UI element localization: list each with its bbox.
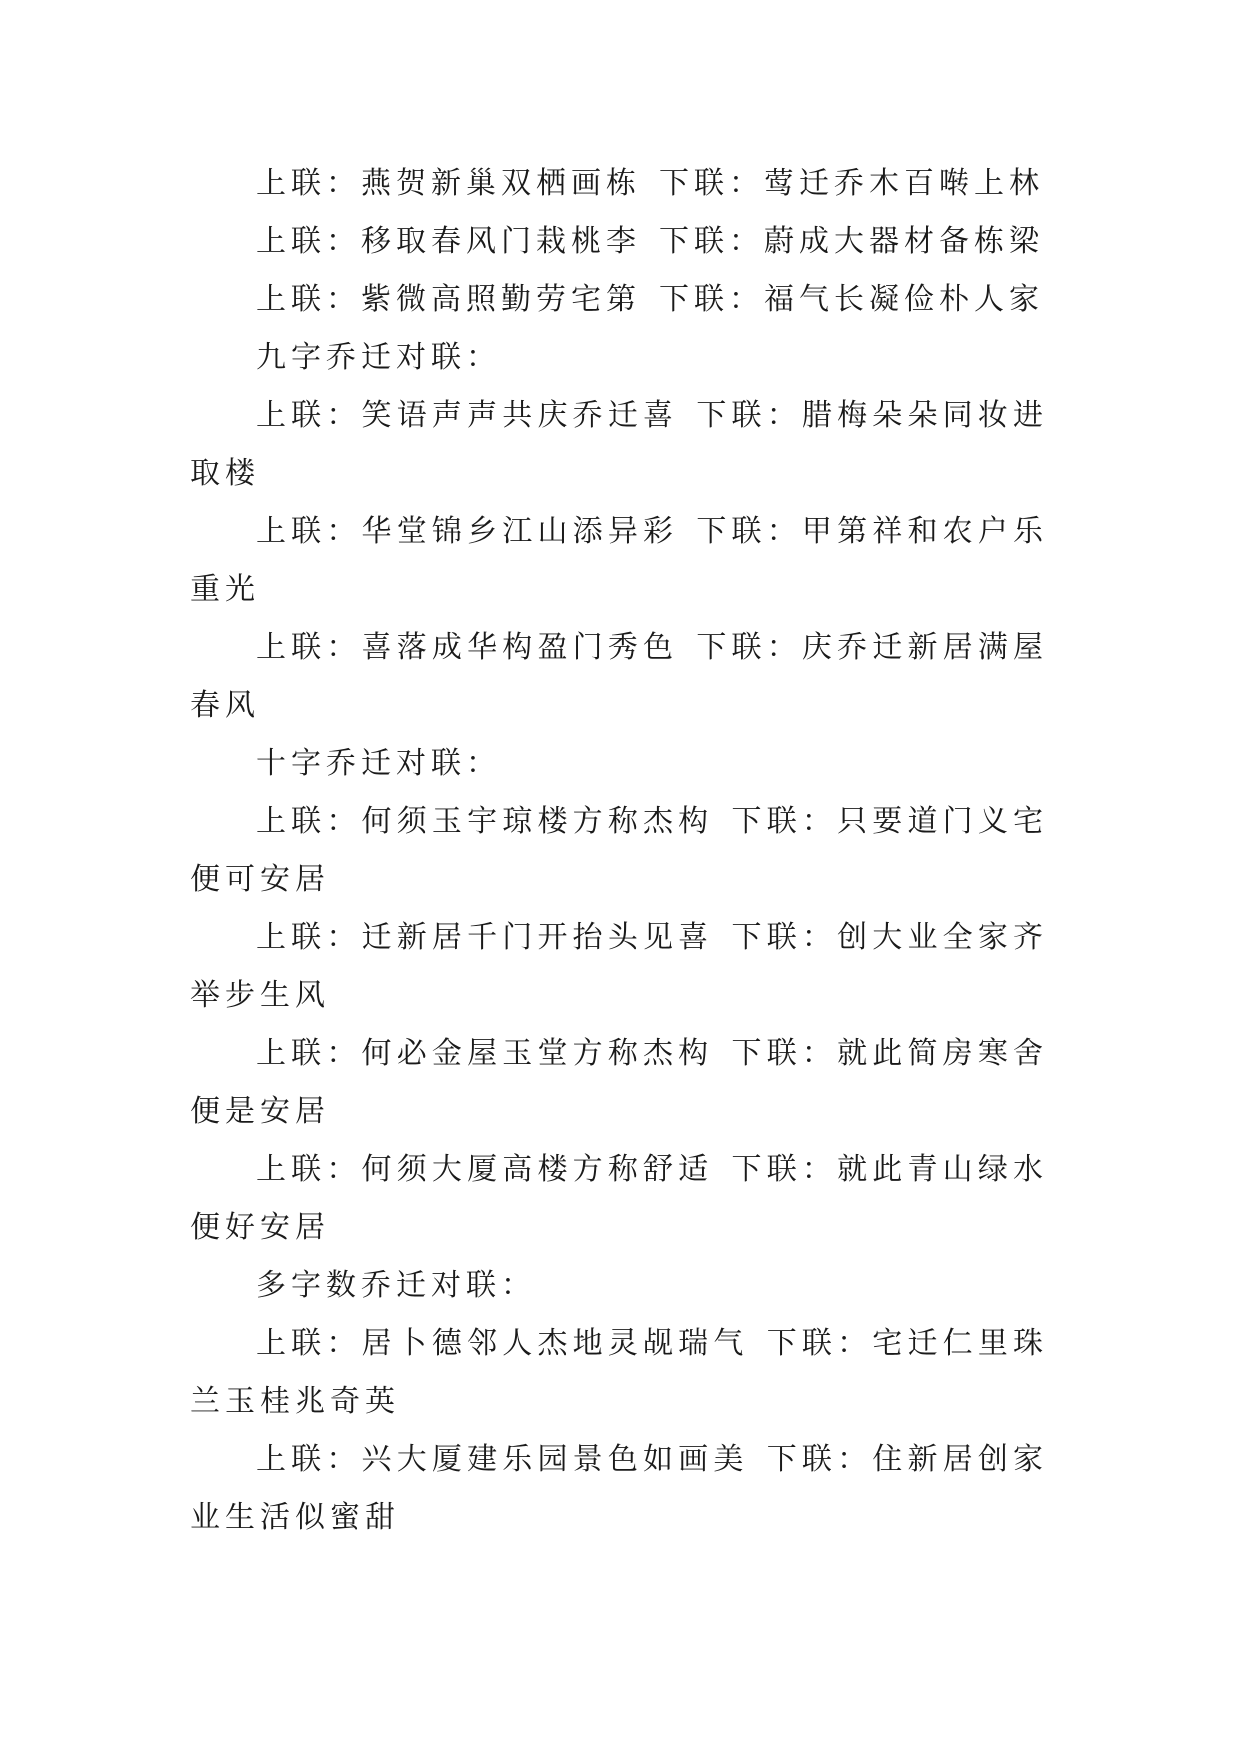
couplet — [190, 1431, 1048, 1547]
lower-line: 下联：福气长凝俭朴人家 — [659, 282, 1044, 317]
lower-line: 下联：宅迁仁里珠兰玉桂兆奇英 — [190, 1326, 1049, 1419]
couplet — [190, 1025, 1048, 1141]
couplet — [190, 155, 1048, 213]
lower-line: 下联：就此简房寒舍便是安居 — [190, 1036, 1049, 1129]
upper-line: 上联：兴大厦建乐园景色如画美 — [256, 1442, 749, 1477]
upper-line: 上联：紫微高照勤劳宅第 — [256, 282, 641, 317]
upper-line: 上联：喜落成华构盈门秀色 — [256, 630, 679, 665]
couplet — [190, 793, 1048, 909]
couplet — [190, 503, 1048, 619]
upper-line: 上联：何须大厦高楼方称舒适 — [256, 1152, 714, 1187]
upper-line: 上联：笑语声声共庆乔迁喜 — [256, 398, 679, 433]
upper-line: 上联：华堂锦乡江山添异彩 — [256, 514, 679, 549]
couplet — [190, 213, 1048, 271]
couplet — [190, 271, 1048, 329]
couplet — [190, 387, 1048, 503]
upper-line: 上联：移取春风门栽桃李 — [256, 224, 641, 259]
lower-line: 下联：莺迁乔木百啭上林 — [659, 166, 1044, 201]
couplet — [190, 619, 1048, 735]
lower-line: 下联：住新居创家业生活似蜜甜 — [190, 1442, 1049, 1535]
lower-line: 下联：庆乔迁新居满屋春风 — [190, 630, 1049, 723]
document-body — [190, 155, 1048, 1547]
upper-line: 上联：何须玉宇琼楼方称杰构 — [256, 804, 714, 839]
upper-line: 上联：迁新居千门开抬头见喜 — [256, 920, 714, 955]
section-heading: 多字数乔迁对联： — [256, 1268, 536, 1303]
section-heading: 十字乔迁对联： — [256, 746, 501, 781]
couplet — [190, 1315, 1048, 1431]
upper-line: 上联：燕贺新巢双栖画栋 — [256, 166, 641, 201]
upper-line: 上联：何必金屋玉堂方称杰构 — [256, 1036, 714, 1071]
lower-line: 下联：只要道门义宅便可安居 — [190, 804, 1049, 897]
lower-line: 下联：就此青山绿水便好安居 — [190, 1152, 1049, 1245]
lower-line: 下联：甲第祥和农户乐重光 — [190, 514, 1049, 607]
upper-line: 上联：居卜德邻人杰地灵觇瑞气 — [256, 1326, 749, 1361]
couplet — [190, 1141, 1048, 1257]
lower-line: 下联：腊梅朵朵同妆进取楼 — [190, 398, 1049, 491]
section-heading: 九字乔迁对联： — [256, 340, 501, 375]
couplet — [190, 909, 1048, 1025]
lower-line: 下联：蔚成大器材备栋梁 — [659, 224, 1044, 259]
lower-line: 下联：创大业全家齐举步生风 — [190, 920, 1049, 1013]
